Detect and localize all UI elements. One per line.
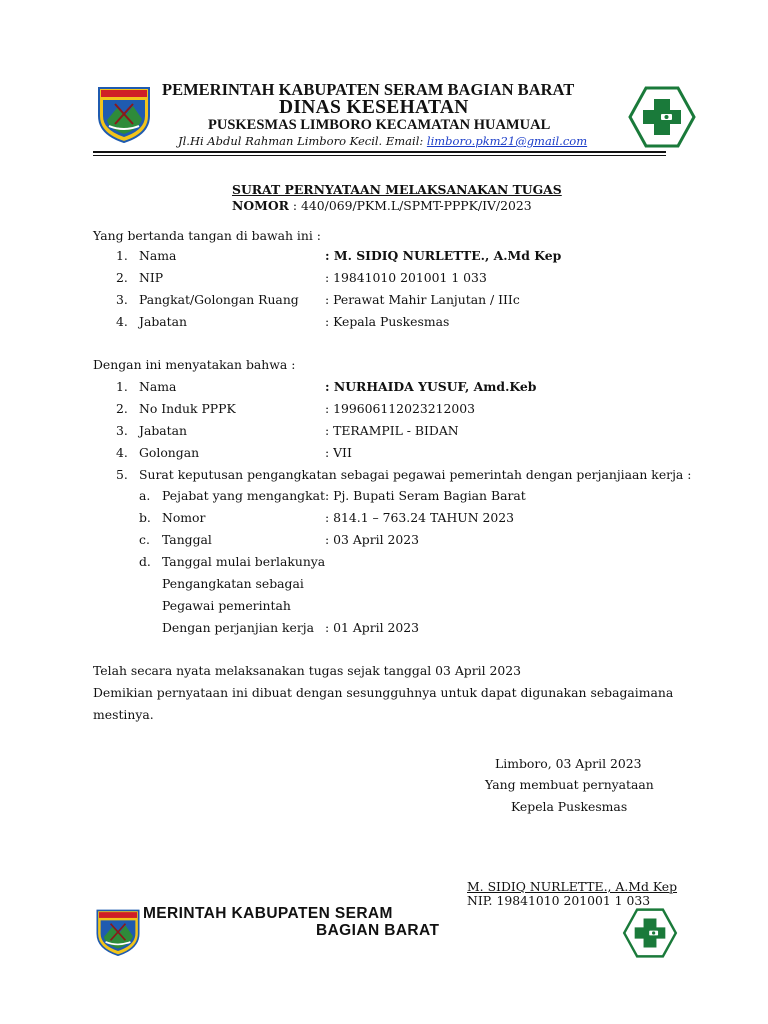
closing-statement: Telah secara nyata melaksanakan tugas sejak tanggal 03 April 2023 <box>93 663 522 678</box>
footer-government-name-cont: BAGIAN BARAT <box>316 922 440 939</box>
government-name: PEMERINTAH KABUPATEN SERAM BAGIAN BARAT <box>162 80 575 99</box>
health-cross-icon <box>628 86 696 148</box>
sub-item-letter: c. <box>139 532 150 547</box>
list-item-number: 4. <box>116 314 128 329</box>
subject-position-value: : TERAMPIL - BIDAN <box>325 423 459 438</box>
header-rule-thick <box>93 151 666 153</box>
address-text: Jl.Hi Abdul Rahman Limboro Kecil. Email: <box>178 134 427 148</box>
nomor-value: : 440/069/PKM.L/SPMT-PPPK/IV/2023 <box>288 198 532 213</box>
closing-statement: Demikian pernyataan ini dibuat dengan sesungguhnya untuk dapat digunakan sebagaimana <box>93 685 674 700</box>
field-label: Jabatan <box>139 314 188 329</box>
list-item-number: 3. <box>116 423 128 438</box>
list-item-number: 1. <box>116 248 128 263</box>
list-item-number: 2. <box>116 270 128 285</box>
email-link[interactable]: limboro.pkm21@gmail.com <box>426 134 588 148</box>
field-label: Jabatan <box>139 423 188 438</box>
header-rule-thin <box>93 155 666 156</box>
appointing-official-value: : Pj. Bupati Seram Bagian Barat <box>325 488 526 503</box>
sub-item-letter: d. <box>139 554 151 569</box>
field-label: Tanggal <box>162 532 212 547</box>
field-label: No Induk PPPK <box>139 401 236 416</box>
effective-date-value: : 01 April 2023 <box>325 620 420 635</box>
signer-rank-value: : Perawat Mahir Lanjutan / IIIc <box>325 292 520 307</box>
address-line <box>178 134 587 148</box>
health-center-name: PUSKESMAS LIMBORO KECAMATAN HUAMUAL <box>208 117 551 133</box>
field-label: Golongan <box>139 445 200 460</box>
regency-emblem <box>95 84 153 144</box>
signature-name: M. SIDIQ NURLETTE., A.Md Kep <box>467 879 678 894</box>
field-label: Nomor <box>162 510 206 525</box>
subject-grade-value: : VII <box>325 445 352 460</box>
department-name: DINAS KESEHATAN <box>279 97 469 118</box>
list-item-number: 1. <box>116 379 128 394</box>
field-label: Pejabat yang mengangkat <box>162 488 325 503</box>
sub-item-letter: b. <box>139 510 151 525</box>
field-label: Pegawai pemerintah <box>162 598 291 613</box>
signature-maker: Yang membuat pernyataan <box>485 777 654 792</box>
nomor-label: NOMOR <box>232 198 289 213</box>
signature-place-date: Limboro, 03 April 2023 <box>495 756 642 771</box>
field-label: Pengangkatan sebagai <box>162 576 304 591</box>
signature-nip: NIP. 19841010 201001 1 033 <box>467 893 651 908</box>
signer-intro: Yang bertanda tangan di bawah ini : <box>93 228 321 243</box>
signer-position-value: : Kepala Puskesmas <box>325 314 450 329</box>
field-label: Dengan perjanjian kerja <box>162 620 314 635</box>
signer-nip-value: : 19841010 201001 1 033 <box>325 270 487 285</box>
list-item-number: 5. <box>116 467 128 482</box>
signature-position: Kepela Puskesmas <box>511 799 628 814</box>
decree-date-value: : 03 April 2023 <box>325 532 420 547</box>
field-label: NIP <box>139 270 164 285</box>
regency-emblem <box>94 906 142 958</box>
sub-item-letter: a. <box>139 488 151 503</box>
field-label: Pangkat/Golongan Ruang <box>139 292 299 307</box>
closing-statement: mestinya. <box>93 707 154 722</box>
footer-government-name: MERINTAH KABUPATEN SERAM <box>143 905 393 922</box>
list-item-number: 2. <box>116 401 128 416</box>
decree-number-value: : 814.1 – 763.24 TAHUN 2023 <box>325 510 515 525</box>
decree-intro: Surat keputusan pengangkatan sebagai pegawai pemerintah dengan perjanjiaan kerja : <box>139 467 692 482</box>
field-label: Nama <box>139 248 177 263</box>
subject-id-value: : 199606112023212003 <box>325 401 476 416</box>
subject-intro: Dengan ini menyatakan bahwa : <box>93 357 296 372</box>
document-title: SURAT PERNYATAAN MELAKSANAKAN TUGAS <box>232 182 562 197</box>
field-label: Tanggal mulai berlakunya <box>162 554 326 569</box>
document-number <box>232 198 532 214</box>
list-item-number: 4. <box>116 445 128 460</box>
subject-name-value: : NURHAIDA YUSUF, Amd.Keb <box>325 379 537 394</box>
list-item-number: 3. <box>116 292 128 307</box>
field-label: Nama <box>139 379 177 394</box>
signer-name-value: : M. SIDIQ NURLETTE., A.Md Kep <box>325 248 562 263</box>
health-cross-icon <box>622 908 678 958</box>
